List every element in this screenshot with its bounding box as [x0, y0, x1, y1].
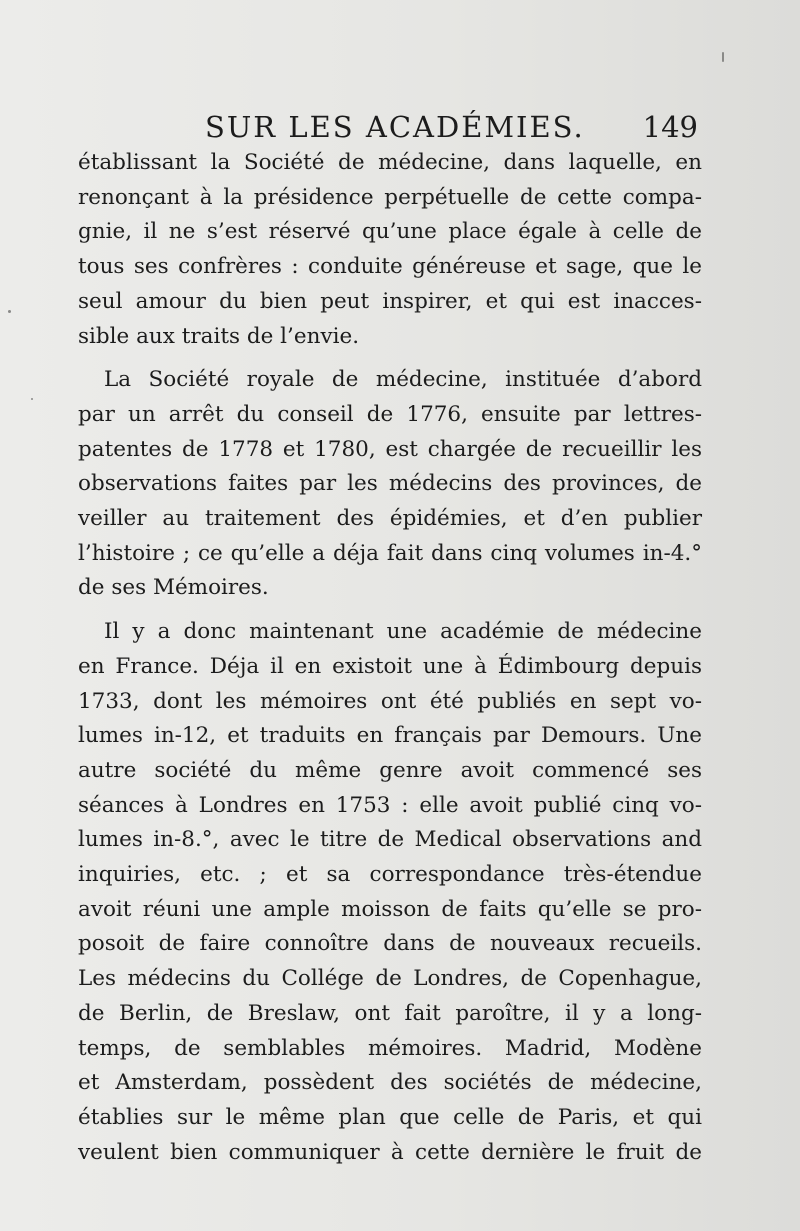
text-line: renonçant à la présidence perpétuelle de cette compa- — [78, 184, 702, 210]
text-line: tous ses confrères : conduite généreuse et sage, que le — [78, 254, 702, 280]
text-line: autre société du même genre avoit commencé ses — [78, 757, 702, 783]
text-line: observations faites par les médecins des provinces, de — [78, 471, 702, 497]
text-line: gnie, il ne s’est réservé qu’une place égale à celle de — [78, 219, 702, 245]
text-line: lumes in-8.°, avec le titre de Medical observations and — [78, 827, 702, 853]
text-line: en France. Déja il en existoit une à Édimbourg depuis — [78, 653, 702, 679]
text-line: séances à Londres en 1753 : elle avoit publié cinq vo- — [78, 792, 702, 818]
paragraph-2 — [78, 363, 702, 606]
text-line: Les médecins du Collége de Londres, de Copenhague, — [78, 966, 702, 992]
text-line: de ses Mémoires. — [78, 575, 269, 601]
text-line: patentes de 1778 et 1780, est chargée de recueillir les — [78, 436, 702, 462]
text-line: La Société royale de médecine, instituée d’abord — [104, 367, 702, 393]
text-line: et Amsterdam, possèdent des sociétés de médecine, — [78, 1070, 702, 1096]
text-line: sible aux traits de l’envie. — [78, 323, 360, 349]
paper-speck — [31, 398, 33, 400]
text-line: posoit de faire connoître dans de nouveaux recueils. — [78, 931, 702, 957]
text-line: établissant la Société de médecine, dans laquelle, en — [78, 150, 702, 175]
text-line: temps, de semblables mémoires. Madrid, Modène — [78, 1035, 702, 1061]
text-line: établies sur le même plan que celle de Paris, et qui — [78, 1104, 702, 1130]
page-number: 149 — [642, 110, 698, 144]
paper-speck — [722, 52, 724, 62]
text-line: veulent bien communiquer à cette dernière le fruit de — [78, 1139, 702, 1165]
text-line: seul amour du bien peut inspirer, et qui est inacces- — [78, 288, 702, 314]
text-line: inquiries, etc. ; et sa correspondance très-étendue — [78, 862, 702, 888]
paper-speck — [8, 310, 11, 313]
text-line: l’histoire ; ce qu’elle a déja fait dans cinq volumes in-4.° — [78, 540, 702, 566]
paragraph-1 — [78, 146, 702, 354]
text-line: Il y a donc maintenant une académie de médecine — [104, 619, 702, 645]
text-line: lumes in-12, et traduits en français par Demours. Une — [78, 723, 702, 749]
text-line: 1733, dont les mémoires ont été publiés en sept vo- — [78, 688, 702, 714]
page-header — [78, 110, 710, 150]
text-line: de Berlin, de Breslaw, ont fait paroître, il y a long- — [78, 1000, 702, 1026]
body-text — [78, 146, 702, 1170]
running-title: SUR LES ACADÉMIES. — [205, 110, 585, 144]
text-line: avoit réuni une ample moisson de faits qu’elle se pro- — [78, 896, 702, 922]
text-line: veiller au traitement des épidémies, et d’en publier — [78, 506, 702, 532]
text-line: par un arrêt du conseil de 1776, ensuite par lettres- — [78, 401, 702, 427]
paragraph-3 — [78, 615, 702, 1170]
